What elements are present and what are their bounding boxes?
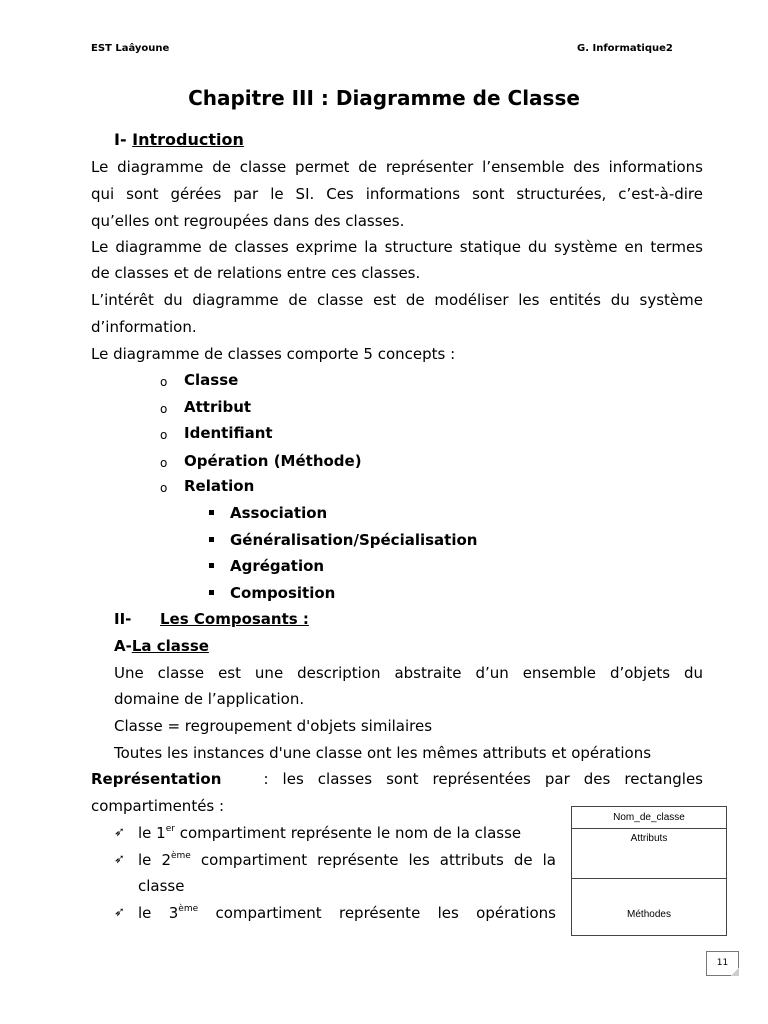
paragraph-line: qu’elles ont regroupées dans des classes. bbox=[91, 212, 405, 230]
representation-line bbox=[91, 770, 703, 788]
header-right: G. Informatique2 bbox=[577, 43, 673, 54]
paragraph-line: Le diagramme de classe permet de représenter l’ensemble des informations bbox=[91, 158, 703, 176]
paragraph-line: de classes et de relations entre ces classes. bbox=[91, 264, 421, 282]
compartment-item: le 3ème compartiment représente les opérations bbox=[138, 904, 556, 922]
section-title: Les Composants : bbox=[160, 610, 309, 628]
bullet-square bbox=[209, 510, 214, 515]
paragraph-line: domaine de l’application. bbox=[114, 690, 305, 708]
bullet-square bbox=[209, 563, 214, 568]
concept-item: Identifiant bbox=[184, 424, 273, 442]
bullet-circle: o bbox=[160, 375, 168, 389]
compartment-item: le 2ème compartiment représente les attributs de la bbox=[138, 851, 556, 869]
subsection-title: La classe bbox=[131, 637, 209, 655]
bullet-circle: o bbox=[160, 402, 168, 416]
representation-label: Représentation bbox=[91, 770, 222, 788]
arrow-bullet-icon: ➶ bbox=[114, 825, 125, 840]
relation-item: Agrégation bbox=[230, 557, 325, 575]
relation-item: Composition bbox=[230, 584, 336, 602]
arrow-bullet-icon: ➶ bbox=[114, 905, 125, 920]
header-left: EST Laâyoune bbox=[91, 43, 170, 54]
bullet-circle: o bbox=[160, 428, 168, 442]
section-number: II- bbox=[114, 610, 132, 628]
page-title: Chapitre III : Diagramme de Classe bbox=[188, 86, 580, 110]
uml-attributes: Attributs bbox=[572, 829, 726, 879]
paragraph-line: L’intérêt du diagramme de classe est de modéliser les entités du système bbox=[91, 291, 703, 309]
representation-text: : les classes sont représentées par des rectangles bbox=[263, 770, 703, 788]
paragraph-line: d’information. bbox=[91, 318, 197, 336]
relation-item: Association bbox=[230, 504, 328, 522]
paragraph-line: Le diagramme de classes comporte 5 concepts : bbox=[91, 345, 456, 363]
paragraph-line: Le diagramme de classes exprime la structure statique du système en termes bbox=[91, 238, 703, 256]
section-title: Introduction bbox=[132, 130, 244, 149]
paragraph-line: compartimentés : bbox=[91, 797, 225, 815]
paragraph-line: Classe = regroupement d'objets similaires bbox=[114, 717, 433, 735]
uml-class-name: Nom_de_classe bbox=[572, 807, 726, 829]
page-number: 11 bbox=[706, 951, 739, 976]
uml-class-diagram bbox=[571, 806, 727, 936]
compartment-item-cont: classe bbox=[138, 877, 185, 895]
paragraph-line: qui sont gérées par le SI. Ces informations sont structurées, c’est-à-dire bbox=[91, 185, 703, 203]
section-heading-intro bbox=[114, 131, 244, 149]
arrow-bullet-icon: ➶ bbox=[114, 852, 125, 867]
bullet-square bbox=[209, 590, 214, 595]
section-number: I- bbox=[114, 130, 127, 149]
bullet-circle: o bbox=[160, 481, 168, 495]
concept-item: Classe bbox=[184, 371, 239, 389]
compartment-item: le 1er compartiment représente le nom de la classe bbox=[138, 824, 522, 842]
subsection-number: A- bbox=[114, 637, 132, 655]
paragraph-line: Une classe est une description abstraite d’un ensemble d’objets du bbox=[114, 664, 703, 682]
subsection-heading bbox=[114, 637, 209, 655]
paragraph-line: Toutes les instances d'une classe ont les mêmes attributs et opérations bbox=[114, 744, 652, 762]
bullet-square bbox=[209, 537, 214, 542]
bullet-circle: o bbox=[160, 456, 168, 470]
concept-item: Relation bbox=[184, 477, 255, 495]
concept-item: Opération (Méthode) bbox=[184, 452, 362, 470]
relation-item: Généralisation/Spécialisation bbox=[230, 531, 478, 549]
concept-item: Attribut bbox=[184, 398, 252, 416]
uml-methods: Méthodes bbox=[627, 909, 671, 920]
